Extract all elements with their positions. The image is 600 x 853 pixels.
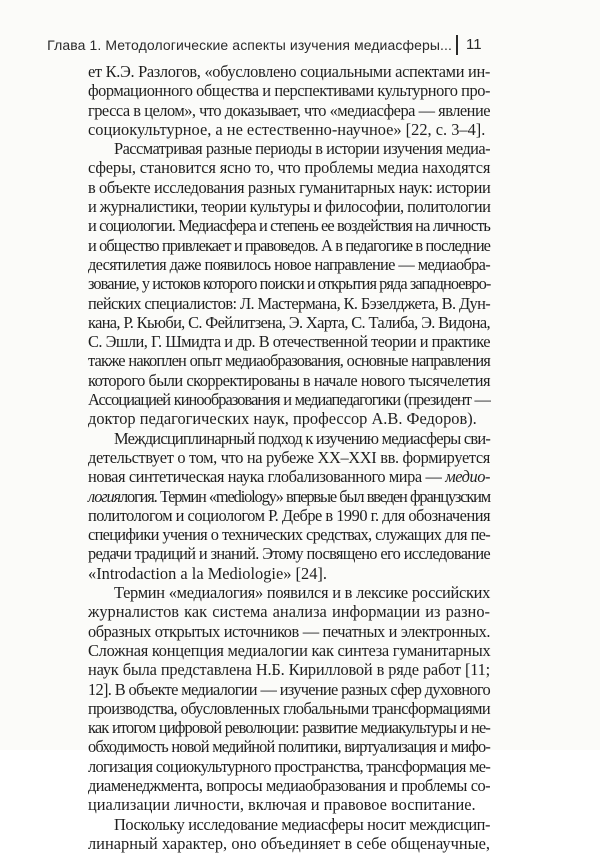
text-line: десятилетия даже появилось новое направление — медиаобра- bbox=[88, 254, 490, 274]
text-line: производства, обусловленных глобальными трансформациями bbox=[88, 698, 490, 718]
text-line: как итогом цифровой революции: развитие медиакультуры и не- bbox=[88, 718, 490, 738]
paragraph-4 bbox=[88, 583, 490, 815]
paragraph-2 bbox=[88, 139, 490, 428]
text-line: С. Эшли, Г. Шмидта и др. В отечественной теории и практике bbox=[88, 332, 490, 352]
text-line: пейских специалистов: Л. Мастермана, К. Бэзелджета, В. Дун- bbox=[88, 293, 491, 313]
text-line: и общество привлекает и правоведов. А в педагогике в последние bbox=[88, 235, 490, 255]
text-line: Поскольку исследование медиасферы носит междисцип- bbox=[114, 814, 490, 834]
text-line: в объекте исследования разных гуманитарных наук: истории bbox=[88, 177, 491, 197]
text-line: зование, у истоков которого поиски и открытия ряда западноевро- bbox=[88, 274, 491, 294]
text-line: диаменеджмента, вопросы медиаобразования и проблемы со- bbox=[88, 775, 490, 795]
text-line: формационного общества и перспективами культурного про- bbox=[88, 81, 490, 101]
text-line: редачи традиций и знаний. Этому посвящено его исследование bbox=[88, 544, 490, 564]
text-line: сферы, становится ясно то, что проблемы медиа находятся bbox=[88, 158, 491, 178]
text-line: специфики учения о технических средствах, служащих для пе- bbox=[88, 525, 490, 545]
text-line: Сложная концепция медиалогии как синтеза гуманитарных bbox=[88, 640, 491, 660]
text-line: 12]. В объекте медиалогии — изучение разных сфер духовного bbox=[88, 679, 490, 699]
text-line: обходимость новой медийной политики, виртуализация и мифо- bbox=[88, 737, 490, 757]
italic-term: логия bbox=[88, 486, 121, 506]
text-line: циализации личности, включая и правовое воспитание. bbox=[88, 795, 476, 815]
text-fragment: логия. Термин «mediology» впервые был введен французским bbox=[120, 486, 490, 506]
text-line-with-italic bbox=[88, 487, 490, 506]
text-line: и социологии. Медиасфера и степень ее воздействия на личность bbox=[88, 216, 490, 236]
text-line: детельствует о том, что на рубеже XX–XXI вв. формируется bbox=[88, 447, 490, 467]
body-text bbox=[88, 62, 490, 853]
text-line: образных открытых источников — печатных и электронных. bbox=[88, 621, 490, 641]
text-line: линарный характер, оно объединяет в себе общенаучные, bbox=[88, 833, 490, 853]
text-line: Междисциплинарный подход к изучению медиасферы сви- bbox=[114, 428, 491, 448]
paragraph-3 bbox=[88, 429, 490, 583]
text-line: социокультурное, а не естественно-научное» [22, с. 3–4]. bbox=[88, 119, 486, 139]
text-line: Ассоциацией кинообразования и медиапедагогики (президент — bbox=[88, 390, 490, 410]
chapter-title: Глава 1. Методологические аспекты изучения медиасферы... bbox=[47, 37, 452, 53]
header-divider bbox=[456, 35, 458, 55]
text-line: политологом и социологом Р. Дебре в 1990 г. для обозначения bbox=[88, 505, 491, 525]
text-line: и журналистики, теории культуры и философии, политологии bbox=[88, 197, 491, 217]
running-head bbox=[0, 35, 600, 59]
text-line: Термин «медиалогия» появился и в лексике российских bbox=[114, 583, 490, 603]
text-line: кана, Р. Кьюби, С. Фейлитзена, Э. Харта, С. Талиба, Э. Видона, bbox=[88, 312, 490, 332]
text-line: ет К.Э. Разлогов, «обусловлено социальными аспектами ин- bbox=[88, 62, 490, 81]
paragraph-1 bbox=[88, 62, 490, 139]
text-line: доктор педагогических наук, профессор А.В. Федоров). bbox=[88, 409, 477, 429]
text-line: логизация социокультурного пространства, трансформация ме- bbox=[88, 756, 491, 776]
text-line-with-italic bbox=[88, 467, 490, 486]
text-line: также накоплен опыт медиаобразования, основные направления bbox=[88, 351, 490, 371]
text-fragment: новая синтетическая наука глобализованного мира — bbox=[88, 467, 446, 487]
page-number: 11 bbox=[466, 36, 482, 53]
text-line: которого были скорректированы в начале нового тысячелетия bbox=[88, 370, 490, 390]
text-line: Рассматривая разные периоды в истории изучения медиа- bbox=[114, 139, 490, 159]
italic-term: медио- bbox=[445, 467, 490, 487]
text-line: журналистов как система анализа информации из разно- bbox=[88, 602, 490, 622]
text-line: гресса в целом», что доказывает, что «медиасфера — явление bbox=[88, 100, 490, 120]
paragraph-5 bbox=[88, 815, 490, 853]
text-line: наук была представлена Н.Б. Кирилловой в ряде работ [11; bbox=[88, 660, 490, 680]
text-line: «Introdaction a la Mediologie» [24]. bbox=[88, 563, 327, 583]
